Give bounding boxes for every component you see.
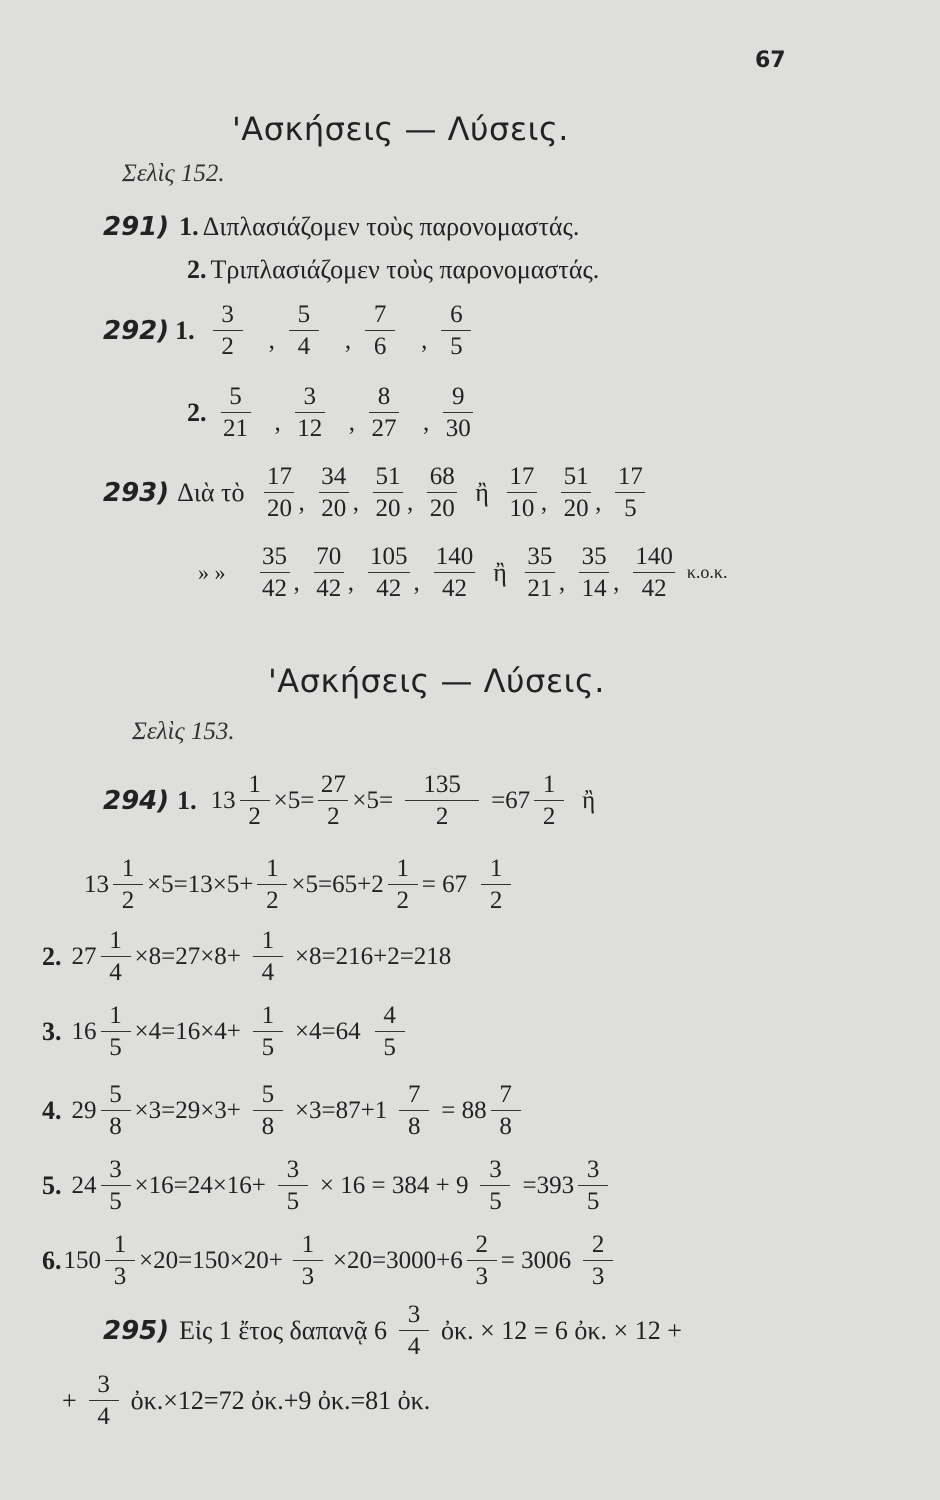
denominator: 27 xyxy=(371,415,397,442)
fraction xyxy=(89,1372,119,1429)
exercise-294-item-3 xyxy=(42,1003,409,1060)
fraction xyxy=(583,1232,613,1289)
fraction xyxy=(213,302,243,359)
numerator: 17 xyxy=(507,464,537,493)
denominator: 2 xyxy=(435,803,449,830)
denominator: 4 xyxy=(297,333,311,360)
denominator: 8 xyxy=(407,1113,421,1140)
numerator: 51 xyxy=(373,464,403,493)
fraction xyxy=(615,464,645,521)
item-number: 1. xyxy=(177,785,197,815)
fraction xyxy=(257,856,287,913)
math-expression: 24 xyxy=(71,1171,97,1199)
numerator: 3 xyxy=(89,1372,119,1401)
section-heading-2: 'Ασκήσεις — Λύσεις. xyxy=(268,662,605,700)
fraction xyxy=(293,1232,323,1289)
numerator: 1 xyxy=(105,1232,135,1261)
fraction xyxy=(481,856,511,913)
denominator: 5 xyxy=(109,1034,122,1061)
numerator: 7 xyxy=(365,302,395,331)
fraction xyxy=(240,772,270,829)
fraction xyxy=(253,928,283,985)
item-number: 5. xyxy=(42,1170,62,1200)
denominator: 4 xyxy=(109,959,122,986)
fraction xyxy=(491,1082,521,1139)
math-expression: ×4=16×4+ xyxy=(134,1017,241,1045)
exercise-295-line-2 xyxy=(62,1372,430,1429)
exercise-294-line-1 xyxy=(103,772,595,829)
math-expression: ×20=150×20+ xyxy=(139,1246,283,1274)
fraction xyxy=(578,1157,608,1214)
denominator: 8 xyxy=(261,1113,275,1140)
denominator: 42 xyxy=(641,575,667,602)
denominator: 2 xyxy=(542,803,556,830)
solution-text: Τριπλασιάζομεν τοὺς παρονομαστάς. xyxy=(210,255,600,284)
math-expression: ἢ xyxy=(582,786,596,814)
math-expression: , xyxy=(344,327,352,354)
denominator: 5 xyxy=(450,333,463,360)
ditto-marks: » » xyxy=(198,559,226,585)
math-expression: ×4=64 xyxy=(294,1017,361,1045)
fraction xyxy=(101,928,131,985)
numerator: 140 xyxy=(633,544,675,573)
numerator: 1 xyxy=(293,1232,323,1261)
math-expression: 150 xyxy=(63,1246,101,1274)
numerator: 70 xyxy=(314,544,344,573)
solution-text: ὀκ.×12=72 ὀκ.+9 ὀκ.=81 ὀκ. xyxy=(130,1385,431,1415)
numerator: 3 xyxy=(480,1157,510,1186)
math-expression: , xyxy=(540,489,548,516)
denominator: 5 xyxy=(383,1034,396,1061)
math-expression: , xyxy=(413,569,420,596)
math-expression: ×3=87+1 xyxy=(294,1096,388,1124)
numerator: 8 xyxy=(369,384,399,413)
denominator: 20 xyxy=(375,495,401,522)
exercise-291 xyxy=(103,212,579,242)
math-expression: , xyxy=(421,327,428,354)
numerator: 7 xyxy=(399,1082,429,1111)
fraction xyxy=(278,1157,308,1214)
numerator: 2 xyxy=(583,1232,613,1261)
math-expression: , xyxy=(274,409,281,436)
fraction xyxy=(399,1302,429,1359)
item-number: 4. xyxy=(42,1095,62,1125)
denominator: 30 xyxy=(445,415,471,442)
numerator: 6 xyxy=(441,302,471,331)
numerator: 17 xyxy=(264,464,294,493)
fraction xyxy=(434,544,476,601)
denominator: 20 xyxy=(563,495,589,522)
denominator: 2 xyxy=(248,803,261,830)
item-number: 6. xyxy=(42,1245,62,1275)
item-number: 2. xyxy=(187,255,207,284)
denominator: 20 xyxy=(266,495,292,522)
math-expression: 13 xyxy=(210,786,236,814)
exercise-number: 293) xyxy=(103,477,170,508)
denominator: 21 xyxy=(223,415,248,442)
numerator: 68 xyxy=(427,464,457,493)
math-expression: ×5=65+2 xyxy=(291,870,384,898)
math-expression: , xyxy=(613,569,620,596)
fraction xyxy=(264,464,294,521)
denominator: 5 xyxy=(586,1188,600,1215)
denominator: 2 xyxy=(121,887,135,914)
math-expression: = 67 xyxy=(421,870,468,898)
numerator: 1 xyxy=(253,1003,283,1032)
exercise-293-row-1 xyxy=(103,464,649,521)
numerator: 3 xyxy=(278,1157,308,1186)
math-expression: 13 xyxy=(84,870,109,898)
fraction xyxy=(507,464,537,521)
numerator: 1 xyxy=(481,856,511,885)
exercise-293-row-2 xyxy=(198,544,728,601)
denominator: 5 xyxy=(286,1188,300,1215)
numerator: 1 xyxy=(257,856,287,885)
denominator: 2 xyxy=(221,333,234,360)
denominator: 5 xyxy=(624,495,637,522)
fraction xyxy=(365,302,395,359)
fraction xyxy=(253,1003,283,1060)
fraction xyxy=(260,544,290,601)
denominator: 4 xyxy=(261,959,275,986)
exercise-292-row-1 xyxy=(103,302,475,359)
math-expression: , xyxy=(268,327,275,354)
numerator: 51 xyxy=(561,464,591,493)
fraction xyxy=(101,1003,131,1060)
exercise-292-row-2 xyxy=(187,384,477,441)
denominator: 42 xyxy=(262,575,287,602)
math-expression: ×16=24×16+ xyxy=(134,1171,266,1199)
exercise-294-line-2 xyxy=(84,856,515,913)
numerator: 105 xyxy=(368,544,410,573)
fraction xyxy=(369,384,399,441)
page-reference-153: Σελὶς 153. xyxy=(132,718,235,745)
numerator: 1 xyxy=(101,1003,131,1032)
denominator: 42 xyxy=(442,575,467,602)
fraction xyxy=(561,464,591,521)
denominator: 20 xyxy=(321,495,347,522)
numerator: 35 xyxy=(525,544,555,573)
fraction xyxy=(427,464,457,521)
math-expression: , xyxy=(293,569,300,596)
numerator: 1 xyxy=(113,856,143,885)
math-expression: ×8=216+2=218 xyxy=(294,942,452,970)
denominator: 2 xyxy=(266,887,279,914)
denominator: 4 xyxy=(97,1403,110,1430)
denominator: 5 xyxy=(489,1188,502,1215)
denominator: 5 xyxy=(109,1188,122,1215)
denominator: 8 xyxy=(109,1113,122,1140)
solution-text: Εἰς 1 ἔτος δαπανᾷ 6 xyxy=(179,1315,387,1345)
numerator: 3 xyxy=(213,302,243,331)
denominator: 42 xyxy=(376,575,402,602)
solution-text: Διὰ τὸ xyxy=(177,477,245,507)
exercise-number: 291) xyxy=(103,212,170,242)
numerator: 1 xyxy=(534,772,564,801)
fraction xyxy=(253,1082,283,1139)
numerator: 140 xyxy=(434,544,476,573)
section-heading-1: 'Ασκήσεις — Λύσεις. xyxy=(232,110,569,148)
fraction xyxy=(289,302,319,359)
math-expression: , xyxy=(348,409,355,436)
math-expression: × 16 = 384 + 9 xyxy=(319,1171,469,1199)
or-word: ἢ xyxy=(493,557,507,587)
denominator: 6 xyxy=(373,333,387,360)
fraction xyxy=(480,1157,510,1214)
numerator: 1 xyxy=(388,856,418,885)
fraction xyxy=(534,772,564,829)
math-expression: , xyxy=(298,489,305,516)
numerator: 7 xyxy=(491,1082,521,1111)
item-number: 2. xyxy=(187,397,207,427)
math-expression: ×3=29×3+ xyxy=(134,1096,241,1124)
math-expression: ×20=3000+6 xyxy=(332,1246,463,1274)
fraction xyxy=(405,772,479,829)
fraction xyxy=(399,1082,429,1139)
fraction xyxy=(373,464,403,521)
item-number: 3. xyxy=(42,1016,62,1046)
denominator: 10 xyxy=(509,495,535,522)
numerator: 35 xyxy=(579,544,609,573)
exercise-number: 292) xyxy=(103,315,170,346)
fraction xyxy=(318,772,348,829)
numerator: 1 xyxy=(240,772,270,801)
numerator: 5 xyxy=(289,302,319,331)
fraction xyxy=(368,544,410,601)
math-expression: 29 xyxy=(71,1096,97,1124)
denominator: 2 xyxy=(489,887,503,914)
numerator: 34 xyxy=(319,464,349,493)
numerator: 3 xyxy=(101,1157,131,1186)
numerator: 4 xyxy=(375,1003,405,1032)
item-number: 1. xyxy=(175,315,195,345)
fraction xyxy=(295,384,325,441)
numerator: 3 xyxy=(295,384,325,413)
item-number: 1. xyxy=(179,212,199,241)
numerator: 5 xyxy=(101,1082,131,1111)
numerator: 27 xyxy=(318,772,348,801)
math-expression: =393 xyxy=(522,1171,575,1199)
fraction xyxy=(633,544,675,601)
denominator: 3 xyxy=(113,1263,127,1290)
numerator: 1 xyxy=(253,928,283,957)
fraction xyxy=(375,1003,405,1060)
denominator: 3 xyxy=(475,1263,488,1290)
denominator: 3 xyxy=(301,1263,315,1290)
numerator: 5 xyxy=(253,1082,283,1111)
denominator: 2 xyxy=(327,803,340,830)
denominator: 8 xyxy=(499,1113,512,1140)
denominator: 14 xyxy=(581,575,607,602)
numerator: 5 xyxy=(221,384,251,413)
exercise-294-item-6 xyxy=(42,1232,617,1289)
numerator: 35 xyxy=(260,544,290,573)
denominator: 5 xyxy=(261,1034,275,1061)
or-word: ἢ xyxy=(475,477,489,507)
solution-text: Διπλασιάζομεν τοὺς παρονομαστάς. xyxy=(202,212,580,241)
fraction xyxy=(319,464,349,521)
math-expression: ×5= xyxy=(273,786,315,814)
page-number: 67 xyxy=(755,48,786,73)
plus-sign: + xyxy=(62,1385,77,1415)
math-expression: , xyxy=(347,569,354,596)
math-expression: ×8=27×8+ xyxy=(134,942,241,970)
fraction xyxy=(113,856,143,913)
item-number: 2. xyxy=(42,941,62,971)
numerator: 3 xyxy=(399,1302,429,1331)
math-expression: ×5=13×5+ xyxy=(147,870,254,898)
fraction xyxy=(314,544,344,601)
exercise-number: 294) xyxy=(103,785,170,816)
exercise-number: 295) xyxy=(103,1315,170,1346)
fraction xyxy=(441,302,471,359)
math-expression: = 88 xyxy=(441,1096,487,1124)
numerator: 2 xyxy=(467,1232,497,1261)
fraction xyxy=(105,1232,135,1289)
exercise-294-item-5 xyxy=(42,1157,612,1214)
math-expression: =67 xyxy=(491,786,531,814)
math-expression: 27 xyxy=(71,942,97,970)
math-expression: , xyxy=(423,409,430,436)
math-expression: 16 xyxy=(71,1017,97,1045)
numerator: 135 xyxy=(405,772,479,801)
page-reference-152: Σελὶς 152. xyxy=(122,160,225,187)
math-expression: , xyxy=(406,489,414,516)
math-expression: , xyxy=(352,489,359,516)
denominator: 21 xyxy=(527,575,553,602)
solution-text: ὀκ. × 12 = 6 ὀκ. × 12 + xyxy=(441,1315,682,1345)
denominator: 3 xyxy=(591,1263,605,1290)
fraction xyxy=(467,1232,497,1289)
denominator: 20 xyxy=(429,495,455,522)
exercise-295-line-1 xyxy=(103,1302,682,1359)
exercise-294-item-2 xyxy=(42,928,451,985)
math-expression: , xyxy=(595,489,602,516)
denominator: 42 xyxy=(316,575,342,602)
math-expression: = 3006 xyxy=(500,1246,572,1274)
fraction xyxy=(221,384,251,441)
fraction xyxy=(388,856,418,913)
exercise-291-item-2 xyxy=(187,255,599,285)
fraction xyxy=(443,384,473,441)
math-expression: , xyxy=(558,569,566,596)
fraction xyxy=(101,1082,131,1139)
numerator: 9 xyxy=(443,384,473,413)
fraction xyxy=(101,1157,131,1214)
denominator: 12 xyxy=(297,415,323,442)
etc-abbreviation: κ.ο.κ. xyxy=(686,562,728,582)
numerator: 3 xyxy=(578,1157,608,1186)
math-expression: ×5= xyxy=(352,786,394,814)
fraction xyxy=(525,544,555,601)
exercise-294-item-4 xyxy=(42,1082,525,1139)
fraction xyxy=(579,544,609,601)
denominator: 4 xyxy=(407,1333,421,1360)
numerator: 1 xyxy=(101,928,131,957)
numerator: 17 xyxy=(615,464,645,493)
denominator: 2 xyxy=(396,887,409,914)
